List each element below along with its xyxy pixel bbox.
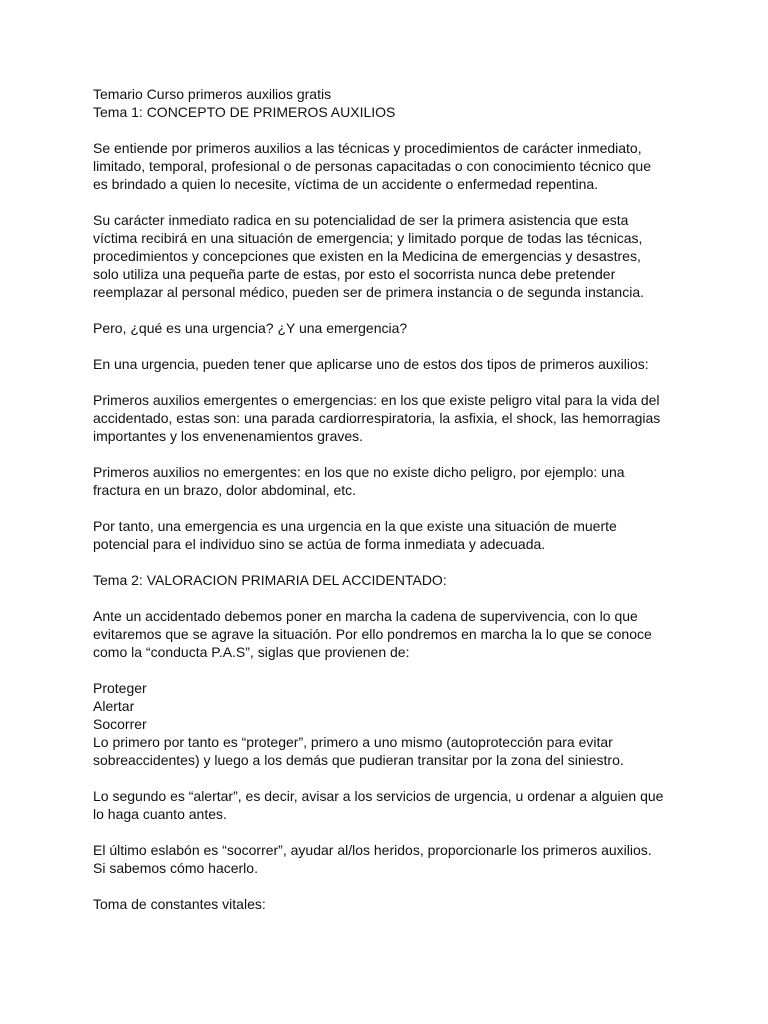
paragraph-gap	[93, 373, 693, 391]
paragraph-gap	[93, 877, 693, 895]
text-line: Alertar	[93, 698, 135, 714]
text-line: Su carácter inmediato radica en su potencialidad de ser la primera asistencia que esta	[93, 212, 629, 228]
text-line: importantes y los envenenamientos graves.	[93, 428, 364, 444]
paragraph-gap	[93, 823, 693, 841]
text-line: Toma de constantes vitales:	[93, 896, 266, 912]
paragraph-gap	[93, 553, 693, 571]
text-line: Pero, ¿qué es una urgencia? ¿Y una emergencia?	[93, 320, 408, 336]
text-line: Proteger	[93, 680, 147, 696]
text-line: Tema 2: VALORACION PRIMARIA DEL ACCIDENTADO:	[93, 572, 447, 588]
paragraph-gap	[93, 193, 693, 211]
paragraph-gap	[93, 589, 693, 607]
text-line: sobreaccidentes) y luego a los demás que pudieran transitar por la zona del siniestro.	[93, 752, 624, 768]
paragraph-gap	[93, 769, 693, 787]
text-line: como la “conducta P.A.S”, siglas que provienen de:	[93, 644, 410, 660]
text-line: Lo primero por tanto es “proteger”, primero a uno mismo (autoprotección para evitar	[93, 734, 613, 750]
text-line: Primeros auxilios no emergentes: en los que no existe dicho peligro, por ejemplo: una	[93, 464, 625, 480]
text-line: solo utiliza una pequeña parte de estas, por esto el socorrista nunca debe pretender	[93, 266, 616, 282]
text-line: Tema 1: CONCEPTO DE PRIMEROS AUXILIOS	[93, 104, 396, 120]
text-line: Se entiende por primeros auxilios a las técnicas y procedimientos de carácter inmediato,	[93, 140, 642, 156]
text-line: Socorrer	[93, 716, 147, 732]
document-body	[93, 85, 693, 913]
paragraph-gap	[93, 337, 693, 355]
text-line: Si sabemos cómo hacerlo.	[93, 860, 258, 876]
text-line: reemplazar al personal médico, pueden ser de primera instancia o de segunda instancia.	[93, 284, 644, 300]
text-line: El último eslabón es “socorrer”, ayudar al/los heridos, proporcionarle los primeros auxilios.	[93, 842, 652, 858]
text-line: víctima recibirá en una situación de emergencia; y limitado porque de todas las técnicas,	[93, 230, 643, 246]
text-line: evitaremos que se agrave la situación. Por ello pondremos en marcha la lo que se conoce	[93, 626, 652, 642]
text-line: Por tanto, una emergencia es una urgencia en la que existe una situación de muerte	[93, 518, 617, 534]
paragraph-gap	[93, 301, 693, 319]
text-line: accidentado, estas son: una parada cardiorrespiratoria, la asfixia, el shock, las hemorragias	[93, 410, 661, 426]
text-line: Primeros auxilios emergentes o emergencias: en los que existe peligro vital para la vida del	[93, 392, 660, 408]
text-line: potencial para el individuo sino se actúa de forma inmediata y adecuada.	[93, 536, 546, 552]
paragraph-gap	[93, 445, 693, 463]
text-line: es brindado a quien lo necesite, víctima de un accidente o enfermedad repentina.	[93, 176, 599, 192]
paragraph-gap	[93, 661, 693, 679]
text-line: Ante un accidentado debemos poner en marcha la cadena de supervivencia, con lo que	[93, 608, 638, 624]
text-line: lo haga cuanto antes.	[93, 806, 227, 822]
text-line: procedimientos y concepciones que existen en la Medicina de emergencias y desastres,	[93, 248, 641, 264]
text-line: fractura en un brazo, dolor abdominal, etc.	[93, 482, 357, 498]
text-line: En una urgencia, pueden tener que aplicarse uno de estos dos tipos de primeros auxilios:	[93, 356, 649, 372]
text-line: limitado, temporal, profesional o de personas capacitadas o con conocimiento técnico que	[93, 158, 651, 174]
text-line: Temario Curso primeros auxilios gratis	[93, 86, 332, 102]
text-line: Lo segundo es “alertar”, es decir, avisar a los servicios de urgencia, u ordenar a alguien que	[93, 788, 664, 804]
paragraph-gap	[93, 121, 693, 139]
paragraph-gap	[93, 499, 693, 517]
